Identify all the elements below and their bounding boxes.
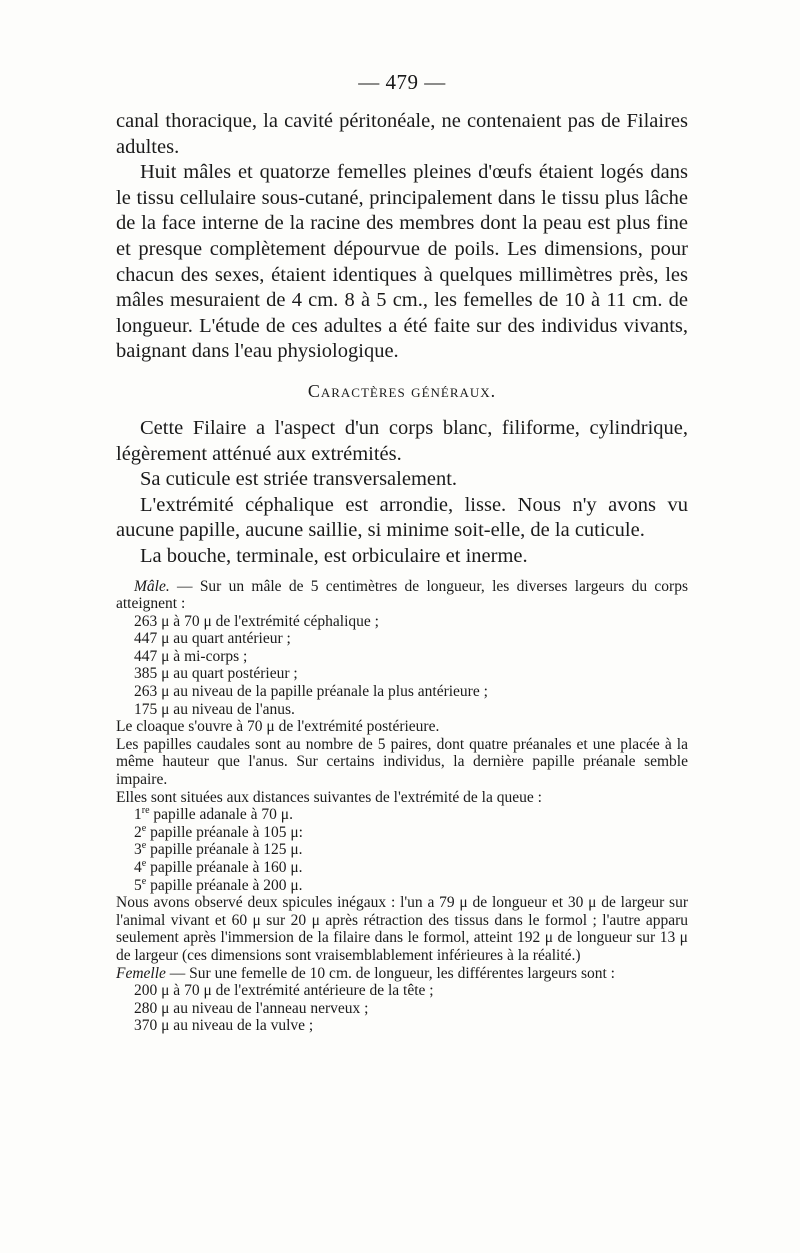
female-label: Femelle	[116, 964, 166, 982]
papilla-distance-5: 5e papille préanale à 200 μ.	[134, 875, 303, 894]
intro-paragraph-1: canal thoracique, la cavité péritonéale, ne contenaient pas de Filaires adultes.	[116, 110, 688, 158]
general-paragraph-1: Cette Filaire a l'aspect d'un corps blanc, filiforme, cylindrique, légèrement atténué aux extrémités.	[116, 416, 688, 465]
male-distances-intro: Elles sont situées aux distances suivantes de l'extrémité de la queue :	[116, 788, 542, 806]
male-width-6: 175 μ au niveau de l'anus.	[134, 700, 295, 718]
male-papillae: Les papilles caudales sont au nombre de 5 paires, dont quatre préanales et une placée à la même hauteur que l'anus. Sur certains individus, la dernière papille préanale semble impaire.	[116, 735, 688, 789]
female-intro-text: — Sur une femelle de 10 cm. de longueur, les différentes largeurs sont :	[165, 964, 615, 982]
male-label: Mâle.	[134, 577, 170, 595]
general-paragraph-3: L'extrémité céphalique est arrondie, lisse. Nous n'y avons vu aucune papille, aucune saillie, si minime soit-elle, de la cuticule.	[116, 493, 688, 542]
page	[116, 70, 688, 1035]
male-width-5: 263 μ au niveau de la papille préanale la plus antérieure ;	[134, 683, 488, 701]
male-width-3: 447 μ à mi-corps ;	[134, 647, 248, 665]
male-width-1: 263 μ à 70 μ de l'extrémité céphalique ;	[134, 612, 379, 630]
papilla-distance-2: 2e papille préanale à 105 μ:	[134, 822, 303, 841]
female-width-3: 370 μ au niveau de la vulve ;	[134, 1017, 314, 1035]
male-cloaca: Le cloaque s'ouvre à 70 μ de l'extrémité postérieure.	[116, 718, 440, 736]
female-width-2: 280 μ au niveau de l'anneau nerveux ;	[134, 999, 369, 1017]
general-paragraph-4: La bouche, terminale, est orbiculaire et inerme.	[140, 544, 528, 567]
female-intro	[116, 965, 688, 983]
papilla-distance-1: 1re papille adanale à 70 μ.	[134, 805, 293, 824]
papilla-distance-3: 3e papille préanale à 125 μ.	[134, 840, 303, 859]
male-intro-text: — Sur un mâle de 5 centimètres de longueur, les diverses largeurs du corps atteignent :	[116, 577, 688, 613]
male-intro	[116, 578, 688, 613]
section-heading: Caractères généraux.	[307, 380, 497, 401]
male-width-4: 385 μ au quart postérieur ;	[134, 665, 298, 683]
general-paragraph-2: Sa cuticule est striée transversalement.	[140, 468, 458, 491]
intro-paragraph-2: Huit mâles et quatorze femelles pleines d'œufs étaient logés dans le tissu cellulaire sous-cutané, principalement dans le tissu plus lâche de la face interne de la racine des membres dont la peau est plus fine et presque complètement dépourvue de poils. Les dimensions, pour chacun des sexes, étaient identiques à quelques millimètres près, les mâles mesuraient de 4 cm. 8 à 5 cm., les femelles de 10 à 11 cm. de longueur. L'étude de ces adultes a été faite sur des individus vivants, baignant dans l'eau physiologique.	[116, 161, 688, 363]
male-width-2: 447 μ au quart antérieur ;	[134, 630, 291, 648]
male-spicules: Nous avons observé deux spicules inégaux : l'un a 79 μ de longueur et 30 μ de largeur sur l'animal vivant et 60 μ sur 20 μ après rétraction des tissus dans le formol ; l'autre apparu seulement après l'immersion de la filaire dans le formol, atteint 192 μ de longueur sur 13 μ de largeur (ces dimensions sont vraisemblablement inférieures à la réalité.)	[116, 894, 688, 964]
page-number: — 479 —	[358, 70, 446, 94]
female-width-1: 200 μ à 70 μ de l'extrémité antérieure de la tête ;	[134, 982, 434, 1000]
papilla-distance-4: 4e papille préanale à 160 μ.	[134, 857, 303, 876]
